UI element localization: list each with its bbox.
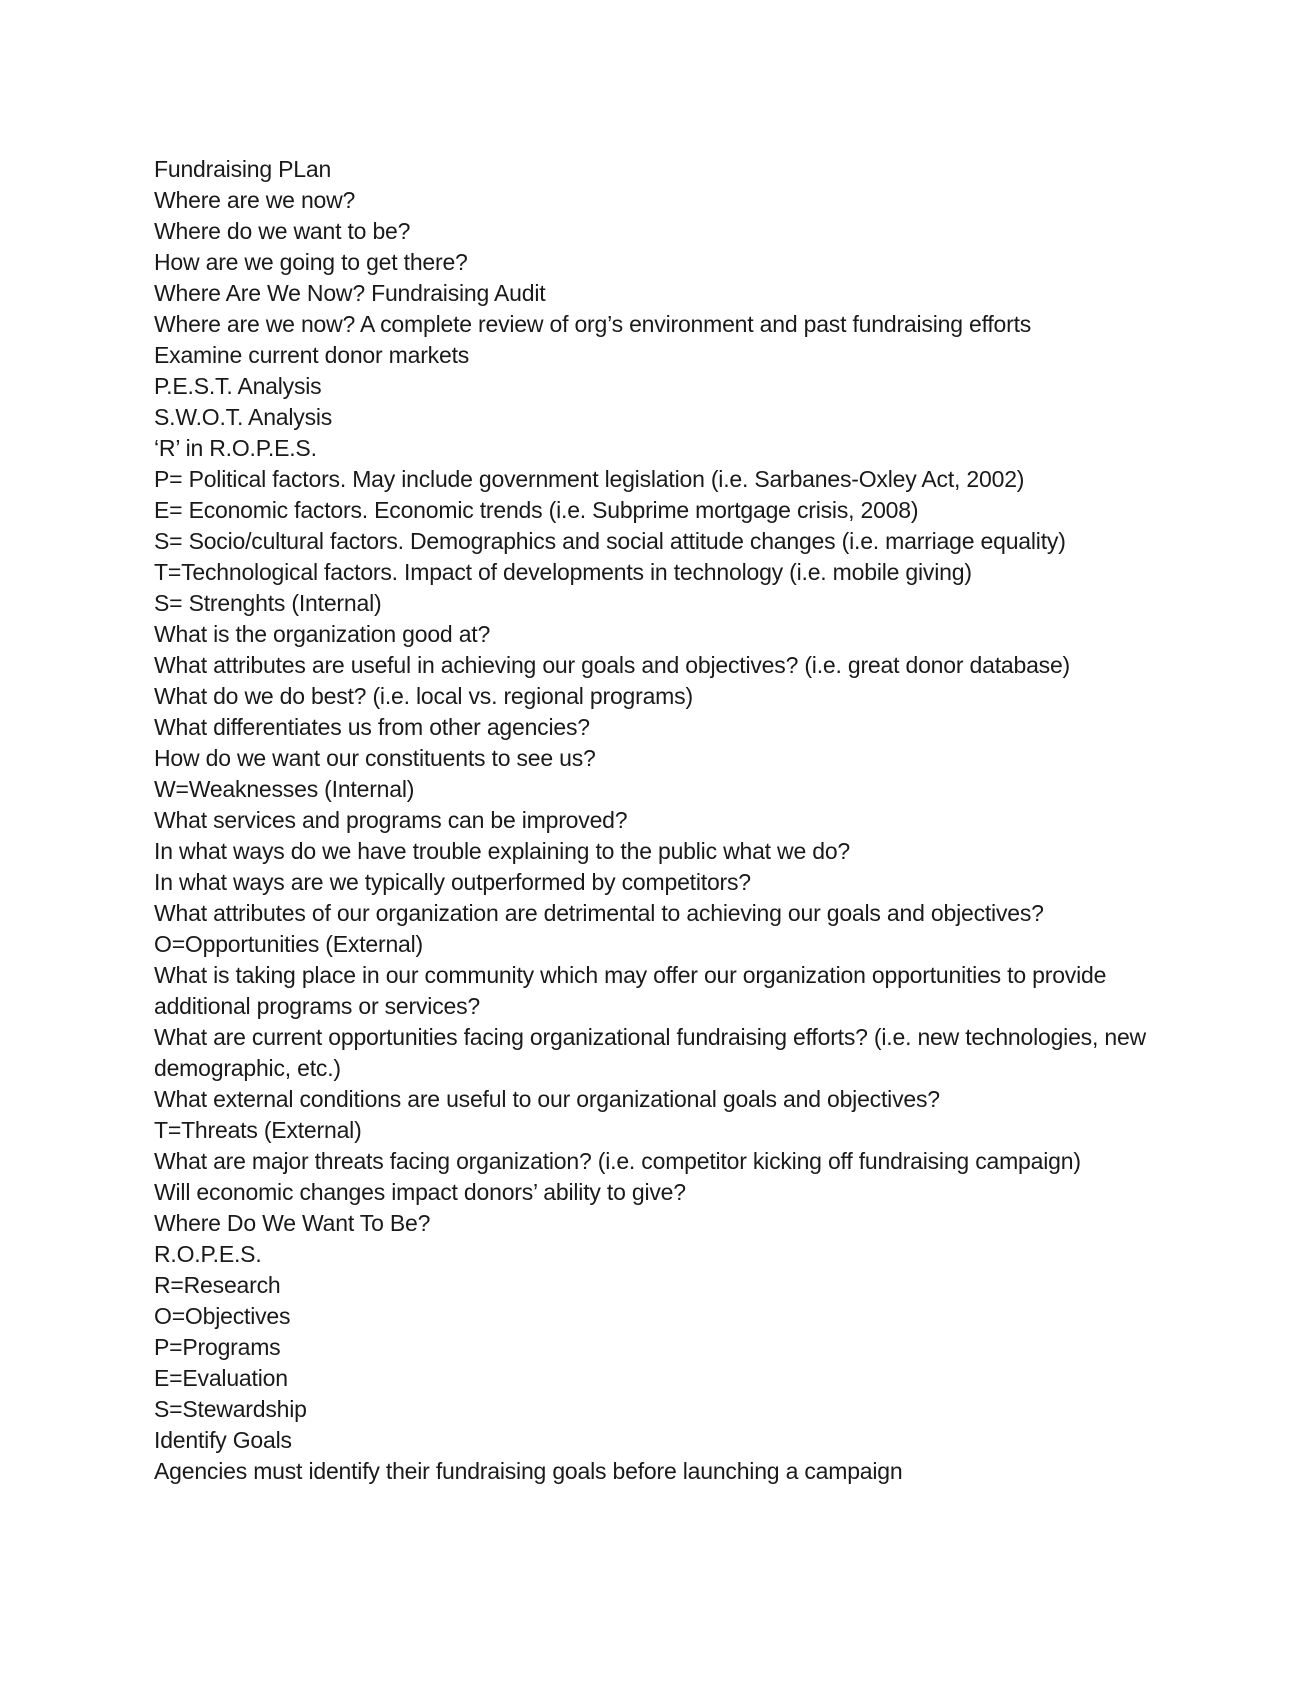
text-line: T=Threats (External) [154, 1117, 362, 1143]
text-line: S= Strenghts (Internal) [154, 590, 382, 616]
text-line: In what ways do we have trouble explaining to the public what we do? [154, 838, 851, 864]
text-line: S=Stewardship [154, 1396, 307, 1422]
text-line: Agencies must identify their fundraising goals before launching a campaign [154, 1458, 903, 1484]
text-line: Where do we want to be? [154, 218, 411, 244]
text-line: T=Technological factors. Impact of developments in technology (i.e. mobile giving) [154, 559, 972, 585]
text-line: E=Evaluation [154, 1365, 288, 1391]
text-line: E= Economic factors. Economic trends (i.e. Subprime mortgage crisis, 2008) [154, 497, 919, 523]
text-line: S= Socio/cultural factors. Demographics and social attitude changes (i.e. marriage equality) [154, 528, 1066, 554]
section-heading: Where Do We Want To Be? [154, 1210, 431, 1236]
text-line: Examine current donor markets [154, 342, 470, 368]
text-line: O=Opportunities (External) [154, 931, 424, 957]
text-line: What attributes are useful in achieving our goals and objectives? (i.e. great donor database) [154, 652, 1071, 678]
text-line: W=Weaknesses (Internal) [154, 776, 415, 802]
document-title: Fundraising PLan [154, 156, 332, 182]
text-line: What are major threats facing organization? (i.e. competitor kicking off fundraising campaign) [154, 1148, 1081, 1174]
text-line: S.W.O.T. Analysis [154, 404, 333, 430]
text-line: What do we do best? (i.e. local vs. regional programs) [154, 683, 693, 709]
document-body [154, 154, 1154, 1487]
text-line: Where are we now? A complete review of org’s environment and past fundraising efforts [154, 311, 1032, 337]
text-line: What differentiates us from other agencies? [154, 714, 590, 740]
text-line: O=Objectives [154, 1303, 291, 1329]
text-line: R.O.P.E.S. [154, 1241, 262, 1267]
text-line: How are we going to get there? [154, 249, 468, 275]
text-line: P=Programs [154, 1334, 281, 1360]
text-line: What attributes of our organization are detrimental to achieving our goals and objectives? [154, 900, 1044, 926]
text-line: Will economic changes impact donors’ ability to give? [154, 1179, 686, 1205]
text-line: P= Political factors. May include government legislation (i.e. Sarbanes-Oxley Act, 2002) [154, 466, 1025, 492]
section-heading: Where Are We Now? Fundraising Audit [154, 280, 546, 306]
text-line: Identify Goals [154, 1427, 292, 1453]
text-line: What are current opportunities facing organizational fundraising efforts? (i.e. new technologies, new demographic, etc.) [154, 1024, 1146, 1081]
text-line: What is the organization good at? [154, 621, 491, 647]
text-line: P.E.S.T. Analysis [154, 373, 322, 399]
text-line: Where are we now? [154, 187, 356, 213]
text-line: ‘R’ in R.O.P.E.S. [154, 435, 317, 461]
text-line: What external conditions are useful to our organizational goals and objectives? [154, 1086, 940, 1112]
text-line: What is taking place in our community which may offer our organization opportunities to provide additional programs or services? [154, 962, 1107, 1019]
text-line: How do we want our constituents to see us? [154, 745, 596, 771]
text-line: R=Research [154, 1272, 281, 1298]
text-line: What services and programs can be improved? [154, 807, 628, 833]
text-line: In what ways are we typically outperformed by competitors? [154, 869, 751, 895]
